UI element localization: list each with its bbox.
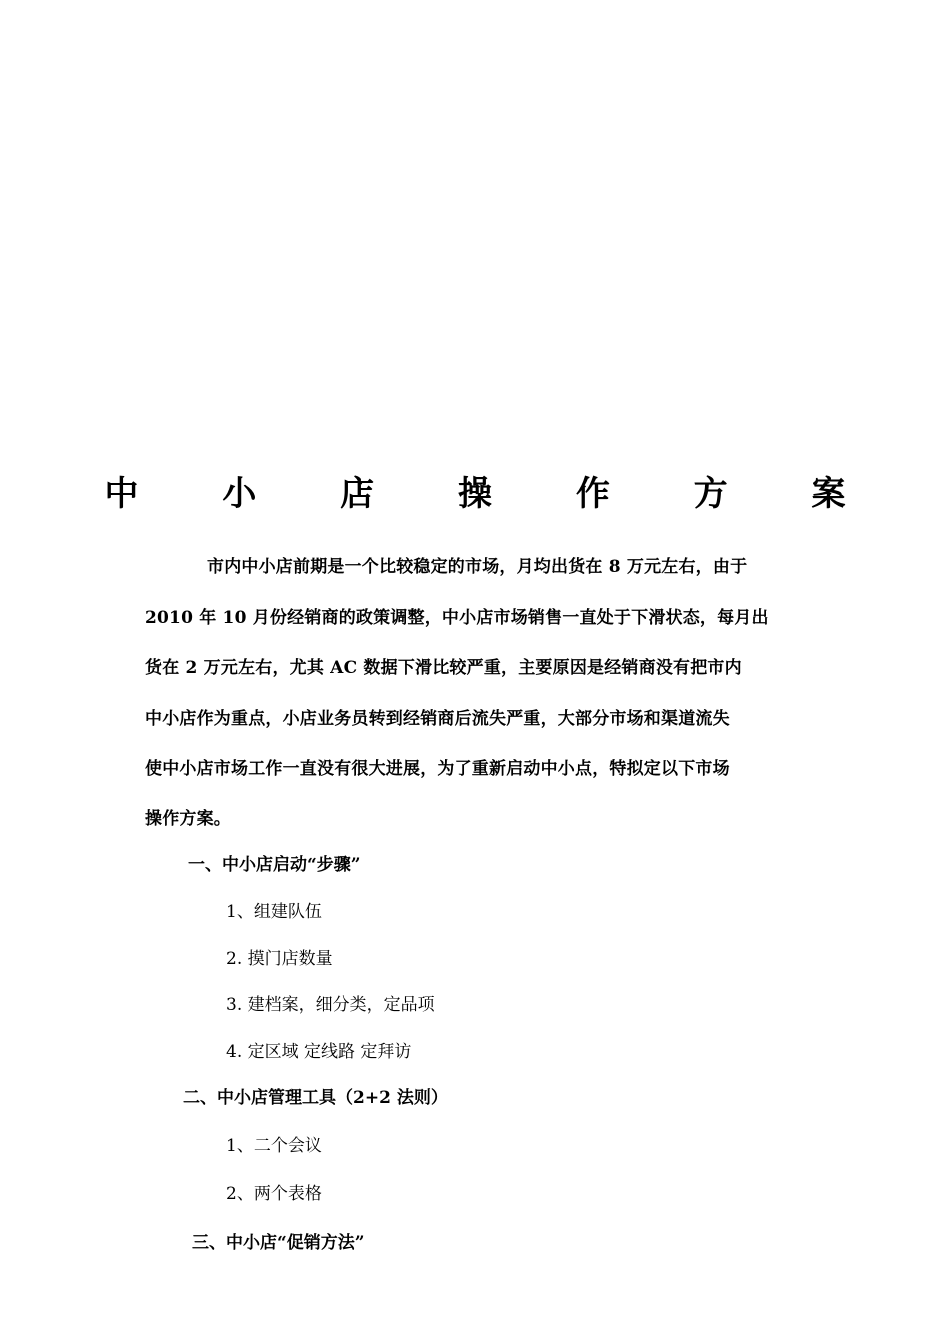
section-heading-3: 三、中小店“促销方法” bbox=[192, 1233, 365, 1253]
intro-line-4: 中小店作为重点，小店业务员转到经销商后流失严重，大部分市场和渠道流失 bbox=[145, 709, 730, 729]
document-title: 中 小 店 操 作 方 案 bbox=[104, 474, 882, 514]
section-1-item-1: 1、组建队伍 bbox=[226, 902, 322, 922]
section-heading-1: 一、中小店启动“步骤” bbox=[188, 855, 361, 875]
intro-line-3: 货在 2 万元左右，尤其 AC 数据下滑比较严重，主要原因是经销商没有把市内 bbox=[145, 658, 742, 678]
section-1-item-2: 2. 摸门店数量 bbox=[226, 949, 333, 969]
intro-line-2: 2010 年 10 月份经销商的政策调整，中小店市场销售一直处于下滑状态，每月出 bbox=[145, 608, 769, 628]
section-2-item-1: 1、二个会议 bbox=[226, 1136, 322, 1156]
section-2-item-2: 2、两个表格 bbox=[226, 1184, 322, 1204]
section-heading-2: 二、中小店管理工具（2+2 法则） bbox=[183, 1088, 448, 1108]
section-1-item-4: 4. 定区域 定线路 定拜访 bbox=[226, 1042, 412, 1062]
intro-line-1: 市内中小店前期是一个比较稳定的市场，月均出货在 8 万元左右，由于 bbox=[207, 557, 748, 577]
intro-line-5: 使中小店市场工作一直没有很大进展，为了重新启动中小点，特拟定以下市场 bbox=[145, 759, 730, 779]
intro-line-6: 操作方案。 bbox=[145, 809, 231, 829]
section-1-item-3: 3. 建档案，细分类，定品项 bbox=[226, 995, 435, 1015]
